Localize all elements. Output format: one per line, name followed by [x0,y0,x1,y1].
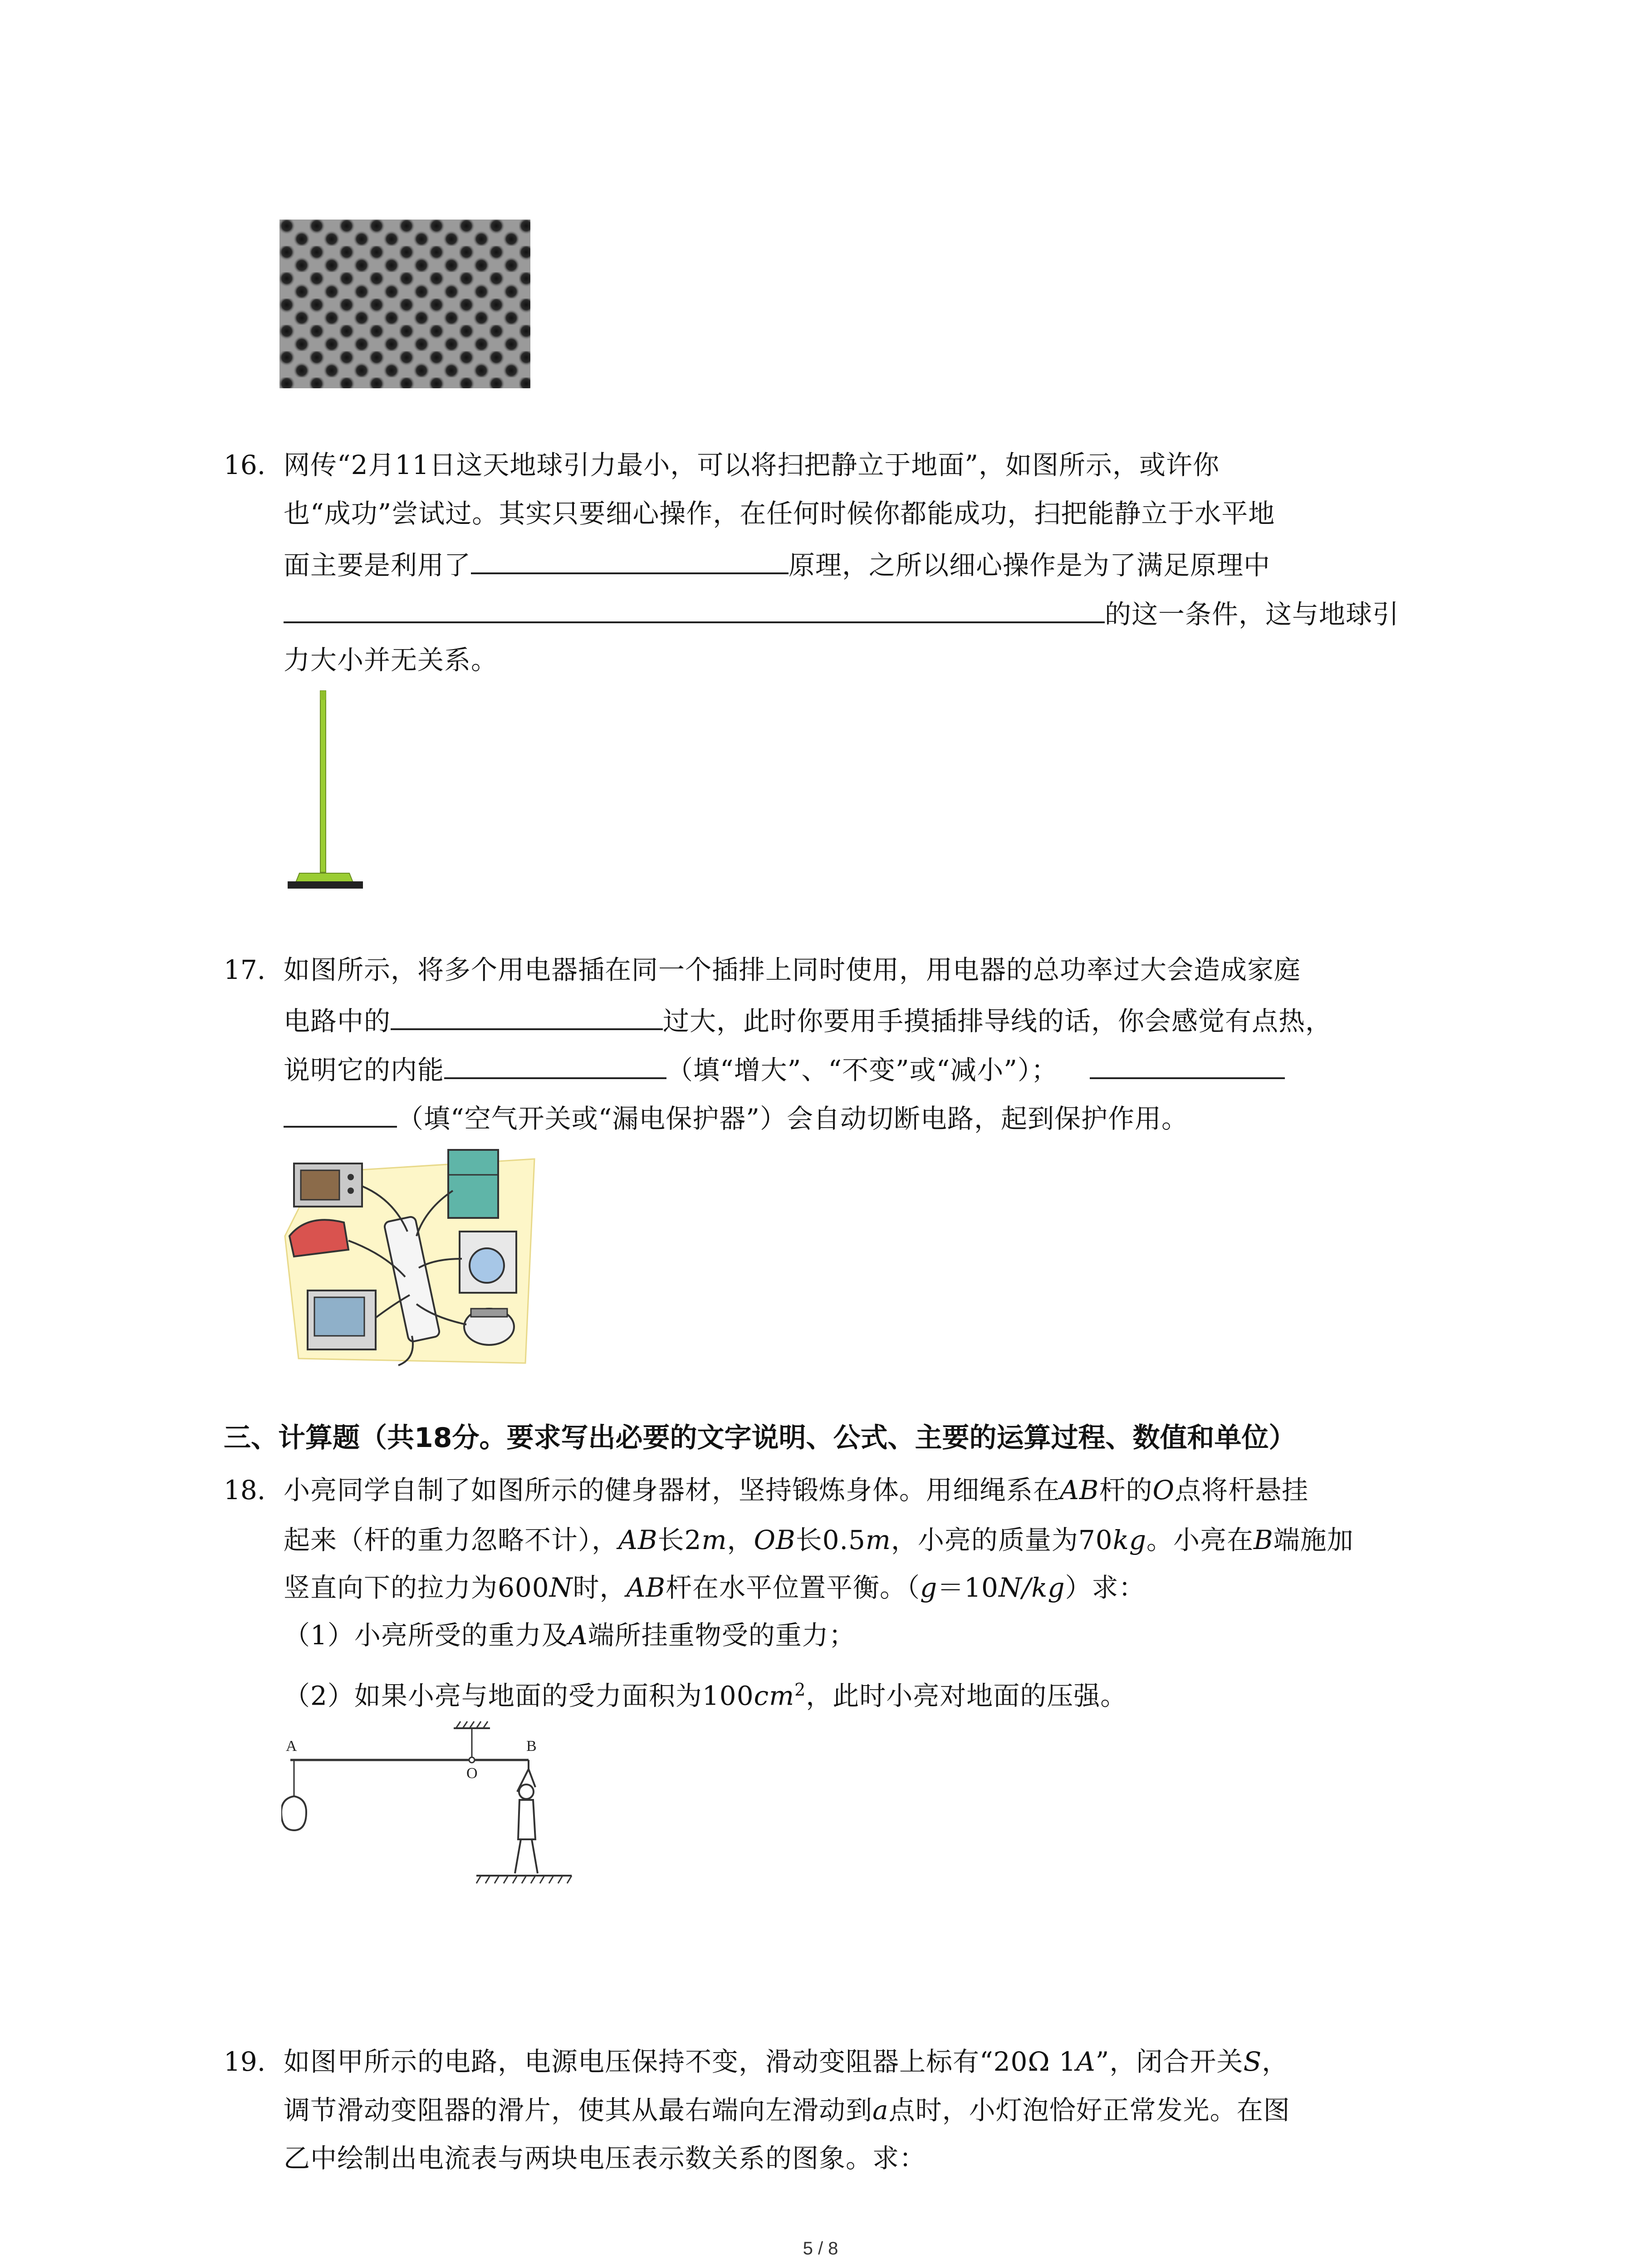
q19-line2-text-b: 点时，小灯泡恰好正常发光。在图 [888,2095,1290,2126]
q18-sub1-text-b: 端所挂重物受的重力； [588,1620,856,1651]
q17-line2-text-b: 过大，此时你要用手摸插排导线的话，你会感觉有点热， [663,1006,1332,1036]
q16-line3-text-a: 面主要是利用了 [284,550,471,581]
q18-line3-text-d: ＝10 [937,1572,999,1603]
question-number-17: 17. [224,954,266,985]
q17-line4-text: （填“空气开关或“漏电保护器”）会自动切断电路，起到保护作用。 [397,1103,1188,1134]
q16-line2: 也“成功”尝试过。其实只要细心操作，在任何时候你都能成功，扫把能静立于水平地 [284,498,1275,529]
q18-line1-ab: AB [1060,1475,1099,1505]
q18-line2-m2: m [865,1525,891,1555]
lever-label-o: O [466,1765,478,1782]
q18-line1-text-b: 杆的 [1099,1475,1153,1505]
q18-line1-text-c: 点将杆悬挂 [1175,1475,1309,1505]
q18-sub2-text-a: （2）如果小亮与地面的受力面积为100 [284,1680,754,1711]
q16-line5: 力大小并无关系。 [284,645,498,675]
q19-line1-text-c: ， [1262,2046,1289,2077]
atomic-pattern-image [279,220,530,388]
q18-sub1 [284,1617,856,1653]
q16-answer-blank-2[interactable] [284,593,1105,623]
q18-line2 [284,1522,1354,1558]
q18-line2-text-f: 。小亮在 [1146,1525,1254,1555]
q18-line2-text-a: 起来（杆的重力忽略不计）， [284,1525,619,1555]
lever-label-b: B [526,1738,537,1755]
q18-line3-ab: AB [626,1572,666,1603]
q19-line1-s: S [1243,2046,1262,2077]
q18-line1-o: O [1152,1475,1175,1505]
q19-line1-a-unit: A [1076,2046,1096,2077]
q18-sub2-sup: 2 [794,1680,806,1700]
q18-sub2-cm: cm [754,1680,795,1711]
q18-line3-nkg: N/kg [998,1572,1065,1603]
q18-sub1-a-point: A [568,1620,588,1651]
q18-line3-text-b: 时， [573,1572,627,1603]
q18-line3-text-c: 杆在水平位置平衡。（ [666,1572,921,1603]
question-number-16: 16. [224,450,266,480]
q19-line1-text-b: ”，闭合开关 [1095,2046,1244,2077]
q19-line1 [284,2043,1288,2080]
q18-line2-text-c: ， [727,1525,754,1555]
broom-image [281,687,363,891]
question-number-18: 18. [224,1475,266,1505]
q18-line2-text-b: 长2 [657,1525,702,1555]
q16-line1: 网传“2月11日这天地球引力最小，可以将扫把静立于地面”，如图所示，或许你 [284,450,1220,480]
q16-line3 [284,544,1270,583]
q18-line2-ab: AB [618,1525,658,1555]
section-3-heading: 三、计算题（共18分。要求写出必要的文字说明、公式、主要的运算过程、数值和单位） [224,1422,1296,1454]
q18-sub2-text-b: ，此时小亮对地面的压强。 [806,1680,1127,1711]
q18-line2-text-e: ，小亮的质量为70 [891,1525,1113,1555]
q19-line2-a-point: a [872,2095,889,2126]
q17-line2-text-a: 电路中的 [284,1006,391,1036]
q17-line4 [284,1098,1188,1137]
q17-line3 [284,1049,1285,1088]
q18-line2-b-point: B [1253,1525,1274,1555]
q18-line2-text-d: 长0.5 [795,1525,866,1555]
q19-line2-text-a: 调节滑动变阻器的滑片，使其从最右端向左滑动到 [284,2095,873,2126]
q18-line2-ob: OB [754,1525,796,1555]
q18-line2-text-g: 端施加 [1273,1525,1354,1555]
q18-line1-text-a: 小亮同学自制了如图所示的健身器材，坚持锻炼身体。用细绳系在 [284,1475,1060,1505]
q16-line3-text-b: 原理，之所以细心操作是为了满足原理中 [789,550,1271,581]
q17-answer-blank-2[interactable] [444,1049,666,1079]
q18-sub1-text-a: （1）小亮所受的重力及 [284,1620,568,1651]
q18-line3-n: N [549,1572,573,1603]
q18-line3-text-e: ）求： [1065,1572,1146,1603]
q17-line3-text-b: （填“增大”、“不变”或“减小”）； [666,1055,1058,1085]
q18-line3-text-a: 竖直向下的拉力为600 [284,1572,549,1603]
page-number: 5 / 8 [803,2239,838,2258]
q18-line3-g: g [920,1572,938,1603]
power-strip-overload-image [280,1145,539,1368]
q18-line3 [284,1569,1146,1606]
q16-answer-blank-1[interactable] [471,544,789,574]
q17-answer-blank-3-cont[interactable] [284,1098,397,1128]
q19-line1-text-a: 如图甲所示的电路，电源电压保持不变，滑动变阻器上标有“20Ω 1 [284,2046,1076,2077]
q19-line3: 乙中绘制出电流表与两块电压表示数关系的图象。求： [284,2143,926,2174]
q18-line1 [284,1472,1308,1508]
q17-line3-text-a: 说明它的内能 [284,1055,445,1085]
lever-label-a: A [286,1738,297,1755]
q18-line2-kg: kg [1112,1525,1146,1555]
q17-answer-blank-3[interactable] [1090,1049,1285,1079]
q16-line4 [284,593,1399,632]
q16-line4-text: 的这一条件，这与地球引 [1105,599,1400,630]
question-number-19: 19. [224,2046,266,2077]
q17-line2 [284,1000,1332,1039]
q18-sub2 [284,1672,1127,1714]
lever-diagram [281,1719,599,1892]
q18-line2-m: m [701,1525,727,1555]
q19-line2 [284,2092,1290,2128]
q17-line1: 如图所示，将多个用电器插在同一个插排上同时使用，用电器的总功率过大会造成家庭 [284,954,1301,985]
q17-answer-blank-1[interactable] [391,1000,663,1030]
